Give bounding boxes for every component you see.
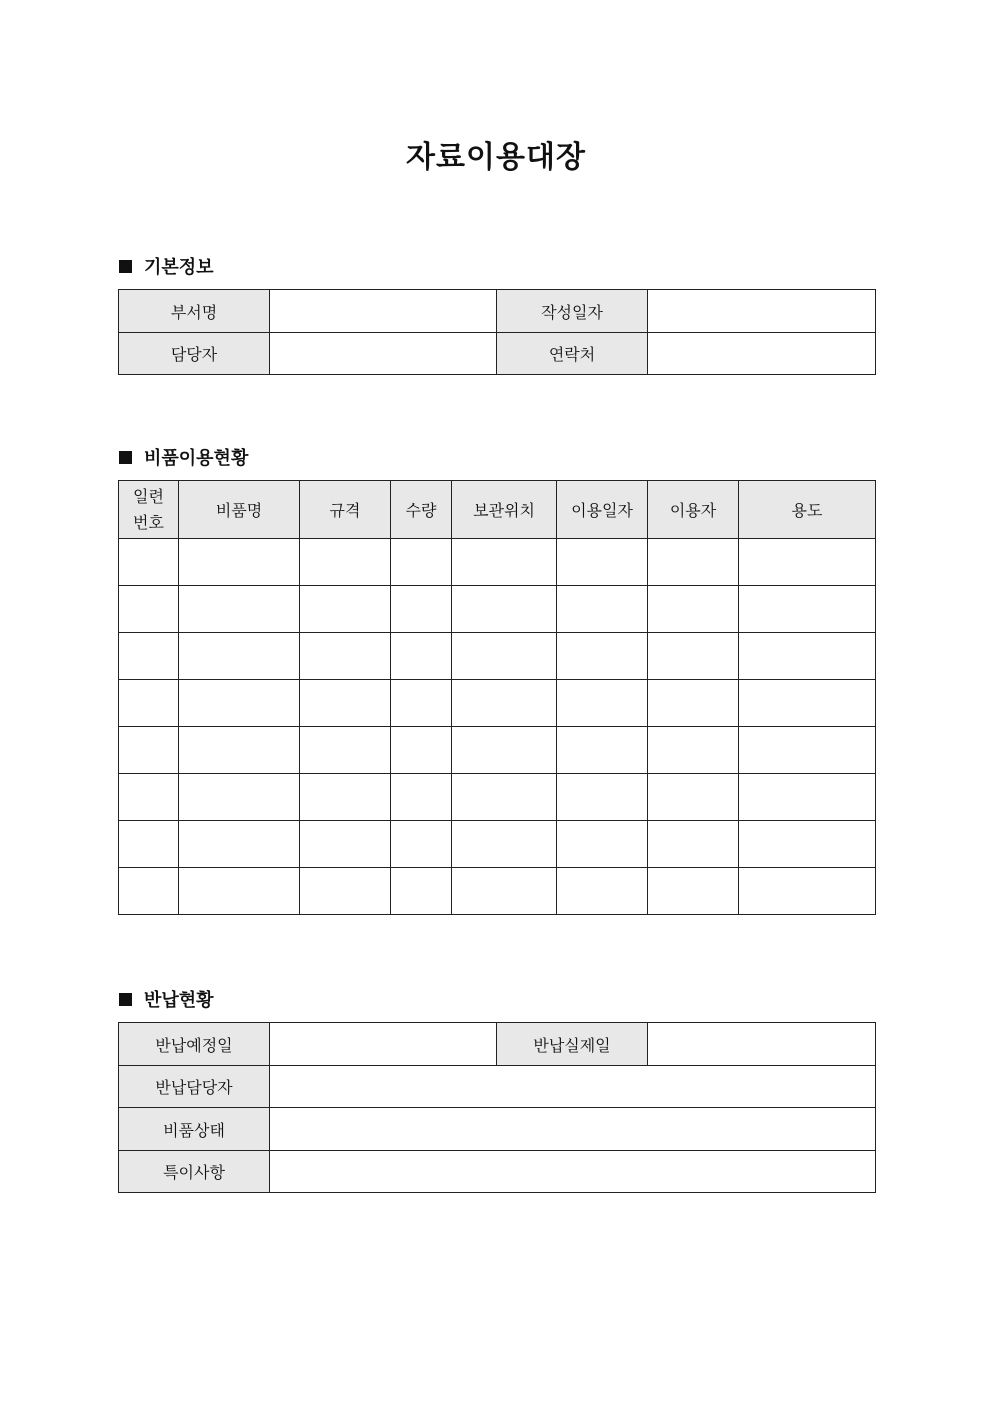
storage-location-header: 보관위치 (452, 481, 557, 539)
return-status-table (118, 1022, 876, 1193)
date-written-label: 작성일자 (497, 290, 648, 333)
storage-location-cell[interactable] (452, 821, 557, 868)
user-cell[interactable] (648, 539, 739, 586)
purpose-cell[interactable] (739, 633, 876, 680)
serial-number-cell[interactable] (119, 821, 179, 868)
table-row (119, 680, 876, 727)
table-row (119, 586, 876, 633)
storage-location-cell[interactable] (452, 774, 557, 821)
storage-location-cell[interactable] (452, 633, 557, 680)
usage-status-heading-text: 비품이용현황 (144, 448, 249, 469)
use-date-cell[interactable] (557, 868, 648, 915)
storage-location-cell[interactable] (452, 586, 557, 633)
return-manager-field[interactable] (270, 1066, 876, 1108)
table-row (119, 1023, 876, 1066)
user-cell[interactable] (648, 680, 739, 727)
item-name-cell[interactable] (179, 633, 300, 680)
purpose-cell[interactable] (739, 774, 876, 821)
quantity-cell[interactable] (391, 539, 452, 586)
serial-header-line1: 일련 (133, 486, 164, 506)
spec-cell[interactable] (300, 586, 391, 633)
serial-number-cell[interactable] (119, 774, 179, 821)
spec-header: 규격 (300, 481, 391, 539)
basic-info-heading-text: 기본정보 (144, 257, 214, 278)
table-row (119, 727, 876, 774)
user-cell[interactable] (648, 774, 739, 821)
spec-cell[interactable] (300, 680, 391, 727)
user-cell[interactable] (648, 821, 739, 868)
department-label: 부서명 (119, 290, 270, 333)
table-row (119, 539, 876, 586)
spec-cell[interactable] (300, 727, 391, 774)
table-row (119, 290, 876, 333)
quantity-cell[interactable] (391, 633, 452, 680)
use-date-cell[interactable] (557, 586, 648, 633)
purpose-cell[interactable] (739, 680, 876, 727)
spec-cell[interactable] (300, 539, 391, 586)
date-written-field[interactable] (648, 290, 876, 333)
usage-table-body (119, 539, 876, 915)
table-row (119, 633, 876, 680)
actual-return-date-field[interactable] (648, 1023, 876, 1066)
use-date-cell[interactable] (557, 821, 648, 868)
manager-label: 담당자 (119, 333, 270, 375)
serial-header-line2: 번호 (133, 512, 164, 532)
quantity-cell[interactable] (391, 821, 452, 868)
square-bullet-icon (119, 451, 132, 464)
table-row (119, 868, 876, 915)
document-title: 자료이용대장 (406, 140, 586, 175)
storage-location-cell[interactable] (452, 727, 557, 774)
serial-number-cell[interactable] (119, 586, 179, 633)
use-date-cell[interactable] (557, 774, 648, 821)
spec-cell[interactable] (300, 868, 391, 915)
serial-number-cell[interactable] (119, 680, 179, 727)
user-cell[interactable] (648, 586, 739, 633)
return-manager-label: 반납담당자 (119, 1066, 270, 1108)
table-row (119, 333, 876, 375)
scheduled-return-date-label: 반납예정일 (119, 1023, 270, 1066)
item-name-cell[interactable] (179, 774, 300, 821)
scheduled-return-date-field[interactable] (270, 1023, 497, 1066)
purpose-cell[interactable] (739, 727, 876, 774)
purpose-cell[interactable] (739, 821, 876, 868)
storage-location-cell[interactable] (452, 680, 557, 727)
remarks-label: 특이사항 (119, 1151, 270, 1193)
use-date-cell[interactable] (557, 633, 648, 680)
quantity-cell[interactable] (391, 680, 452, 727)
item-name-cell[interactable] (179, 680, 300, 727)
table-row (119, 1151, 876, 1193)
spec-cell[interactable] (300, 774, 391, 821)
table-row (119, 1066, 876, 1108)
department-field[interactable] (270, 290, 497, 333)
purpose-cell[interactable] (739, 539, 876, 586)
table-header-row (119, 481, 876, 539)
quantity-cell[interactable] (391, 586, 452, 633)
spec-cell[interactable] (300, 821, 391, 868)
quantity-cell[interactable] (391, 727, 452, 774)
purpose-header: 용도 (739, 481, 876, 539)
quantity-header: 수량 (391, 481, 452, 539)
item-name-cell[interactable] (179, 868, 300, 915)
storage-location-cell[interactable] (452, 539, 557, 586)
item-name-header: 비품명 (179, 481, 300, 539)
purpose-cell[interactable] (739, 868, 876, 915)
spec-cell[interactable] (300, 633, 391, 680)
purpose-cell[interactable] (739, 586, 876, 633)
actual-return-date-label: 반납실제일 (497, 1023, 648, 1066)
table-row (119, 774, 876, 821)
basic-info-heading (119, 253, 214, 279)
user-header: 이용자 (648, 481, 739, 539)
serial-number-cell[interactable] (119, 539, 179, 586)
item-condition-field[interactable] (270, 1108, 876, 1151)
user-cell[interactable] (648, 727, 739, 774)
table-row (119, 821, 876, 868)
square-bullet-icon (119, 260, 132, 273)
item-condition-label: 비품상태 (119, 1108, 270, 1151)
item-name-cell[interactable] (179, 586, 300, 633)
usage-status-heading (119, 444, 248, 470)
item-name-cell[interactable] (179, 821, 300, 868)
basic-info-table (118, 289, 876, 375)
return-status-heading (119, 986, 214, 1012)
item-name-cell[interactable] (179, 539, 300, 586)
serial-number-header (119, 481, 179, 539)
use-date-cell[interactable] (557, 680, 648, 727)
use-date-cell[interactable] (557, 539, 648, 586)
quantity-cell[interactable] (391, 868, 452, 915)
item-name-cell[interactable] (179, 727, 300, 774)
user-cell[interactable] (648, 868, 739, 915)
remarks-field[interactable] (270, 1151, 876, 1193)
quantity-cell[interactable] (391, 774, 452, 821)
usage-status-table (118, 480, 876, 915)
square-bullet-icon (119, 993, 132, 1006)
user-cell[interactable] (648, 633, 739, 680)
storage-location-cell[interactable] (452, 868, 557, 915)
contact-label: 연락처 (497, 333, 648, 375)
serial-number-cell[interactable] (119, 868, 179, 915)
use-date-cell[interactable] (557, 727, 648, 774)
return-status-heading-text: 반납현황 (144, 990, 214, 1011)
serial-number-cell[interactable] (119, 727, 179, 774)
contact-field[interactable] (648, 333, 876, 375)
table-row (119, 1108, 876, 1151)
use-date-header: 이용일자 (557, 481, 648, 539)
serial-number-cell[interactable] (119, 633, 179, 680)
manager-field[interactable] (270, 333, 497, 375)
